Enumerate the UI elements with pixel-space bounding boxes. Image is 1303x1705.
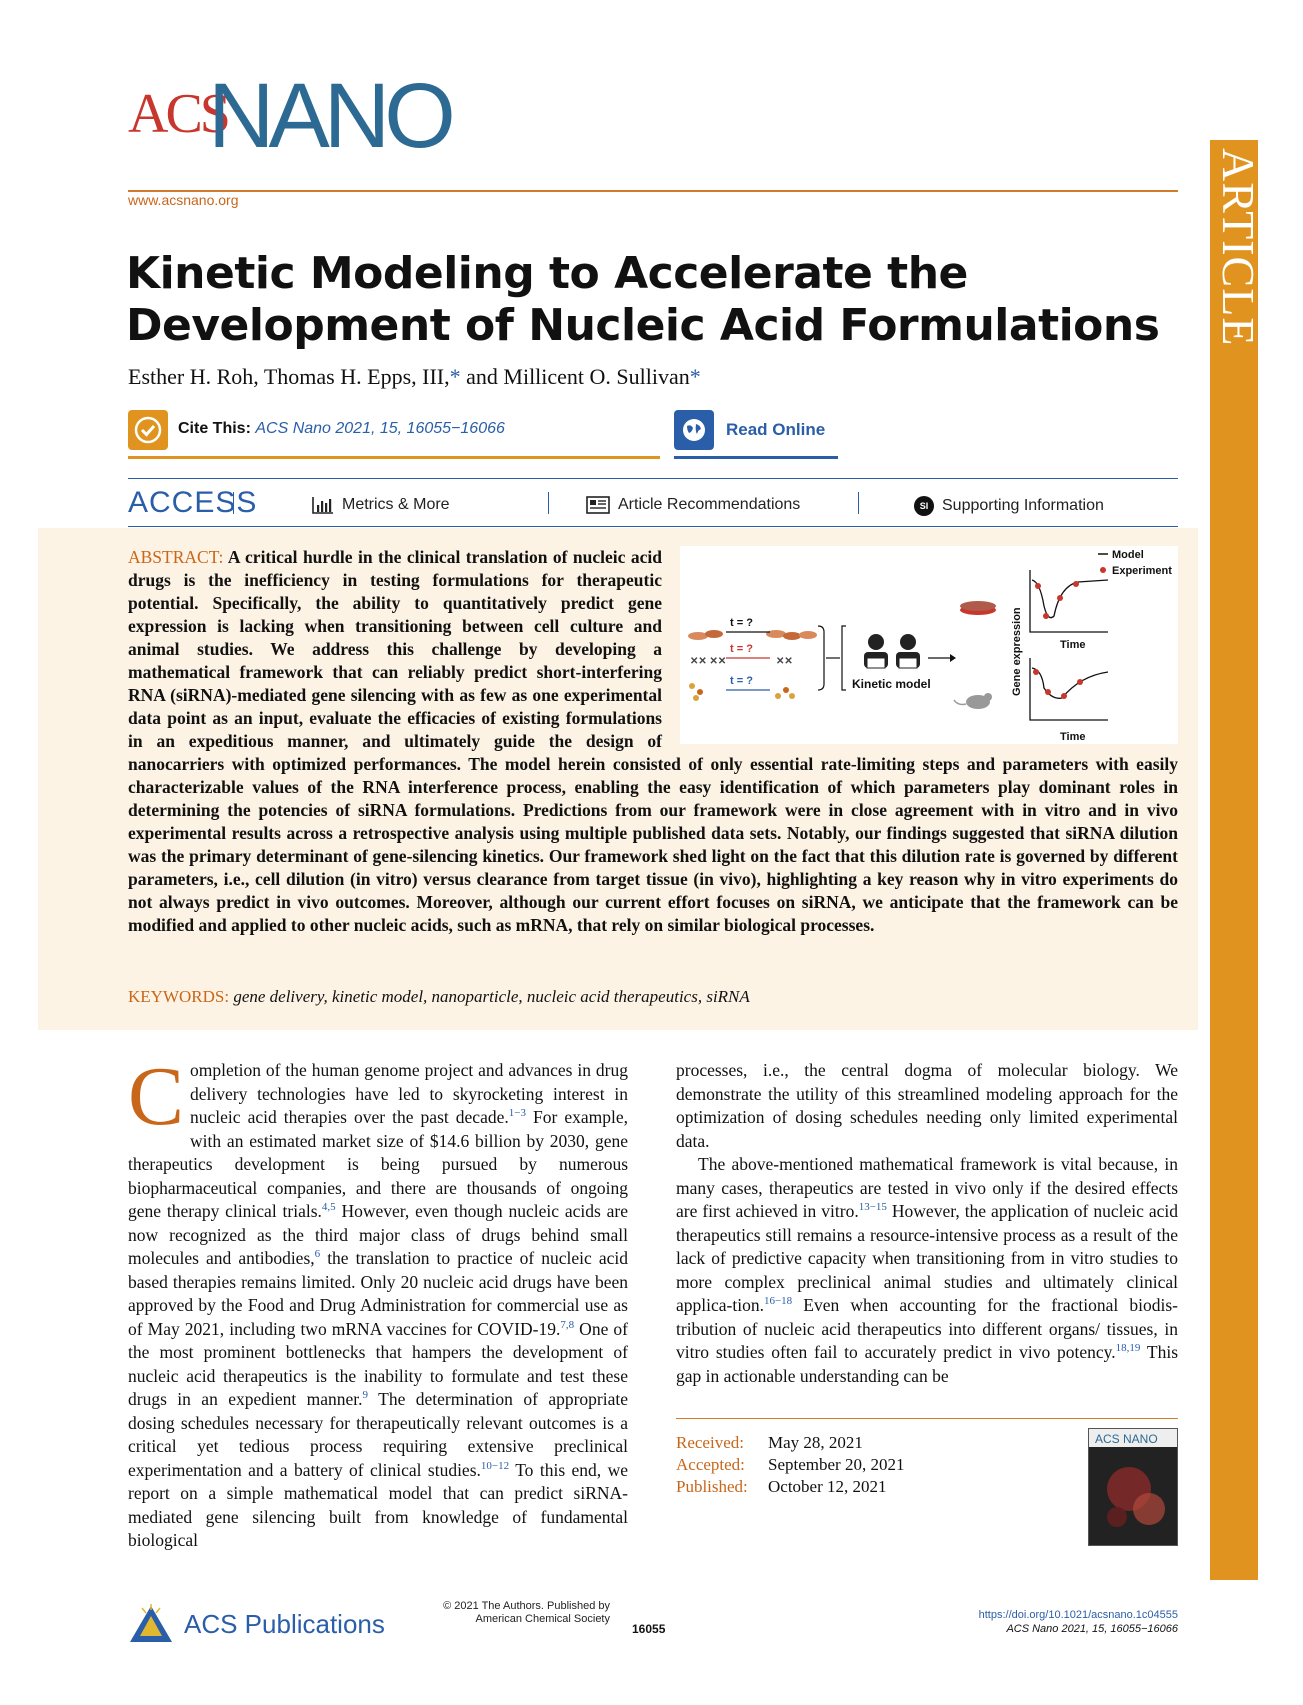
svg-text:✕✕ ✕✕: ✕✕ ✕✕: [690, 656, 727, 667]
author-names-1: Esther H. Roh, Thomas H. Epps, III,: [128, 364, 450, 389]
author-names-2: and Millicent O. Sullivan: [460, 364, 690, 389]
read-online-label: Read Online: [726, 420, 826, 439]
x-axis-label-top: Time: [1060, 639, 1086, 651]
t-label-3: t = ?: [730, 675, 753, 687]
accepted-label: Accepted:: [676, 1455, 745, 1474]
modeler-icons: [864, 634, 920, 668]
keywords: [128, 987, 750, 1007]
doi-block: [900, 1608, 1178, 1636]
corresponding-mark[interactable]: *: [689, 364, 701, 389]
doi-link[interactable]: https://doi.org/10.1021/acsnano.1c04555: [978, 1609, 1178, 1621]
published-date: October 12, 2021: [768, 1477, 887, 1496]
access-label: ACCESS: [128, 486, 258, 519]
body-column-right: [676, 1059, 1178, 1388]
access-rule-bottom: [128, 526, 1178, 527]
paragraph: [676, 1153, 1178, 1388]
t-label-2: t = ?: [730, 643, 753, 655]
petri-dish-icon: [960, 601, 996, 615]
y-axis-label: Gene expression: [1011, 607, 1023, 696]
divider: [858, 492, 859, 514]
t-labels: [726, 617, 770, 690]
citation-link[interactable]: 1−3: [508, 1107, 526, 1120]
abstract: [128, 546, 1178, 937]
corresponding-mark[interactable]: *: [449, 364, 461, 389]
side-tab-label: ARTICLE: [1213, 148, 1264, 347]
author-list: [128, 364, 701, 390]
svg-text:✕✕: ✕✕: [776, 656, 793, 667]
si-badge-icon: [914, 496, 934, 516]
legend-experiment: Experiment: [1112, 565, 1172, 577]
accepted-date: September 20, 2021: [768, 1455, 905, 1474]
supporting-info-link[interactable]: [914, 496, 1104, 516]
keywords-label: KEYWORDS:: [128, 987, 230, 1006]
journal-logo: [128, 65, 488, 167]
citation-link[interactable]: 10−12: [480, 1459, 510, 1472]
journal-cover-thumbnail[interactable]: [1088, 1428, 1178, 1546]
publication-dates: [676, 1432, 904, 1498]
cite-this-bar[interactable]: [128, 408, 660, 459]
bar-chart-icon: [312, 496, 334, 514]
citation-link[interactable]: 13−15: [858, 1201, 887, 1214]
body-text: However, the application of nucleic acid therapeutics still remains a resource-intensive process as a result of the lack of predictive capacity when transitioning from in vitro studies to more complex preclinical animal studies and ultimately clinical applica-tion.: [676, 1201, 1178, 1315]
metrics-label: Metrics & More: [342, 496, 450, 513]
si-badge-text: SI: [919, 501, 929, 511]
body-column-left: [128, 1050, 629, 1553]
x-axis-label-bottom: Time: [1060, 731, 1086, 743]
published-label: Published:: [676, 1477, 748, 1496]
article-title: Kinetic Modeling to Accelerate the Development of Nucleic Acid Formulations: [126, 248, 1160, 351]
access-rule-top: [128, 478, 1178, 479]
t-label-1: t = ?: [730, 617, 753, 629]
copyright-notice: [400, 1600, 610, 1626]
body-text: The above-mentioned mathematical framework is vital because, in many cases, therapeutics are tested in vivo only if the desired effects are first achieved in vitro.: [676, 1154, 1178, 1221]
supporting-label: Supporting Information: [942, 497, 1104, 514]
abstract-body: A critical hurdle in the clinical translation of nucleic acid drugs is the inefficiency in testing formulations for therapeutic potential. Specifically, the ability to quantitatively predict gene expression is lacking when transitioning between cell culture and animal studies. We address this challenge by developing a mathematical framework that can reliably predict short-interfering RNA (siRNA)-mediated gene silencing with as few as one experimental data point as an input, evaluate the efficacies of existing formulations in an expeditious manner, and ultimately guide the design of nanocarriers with optimized performances. The model herein consisted of only essential rate-limiting steps and parameters with easily characterizable values of the RNA interference process, enabling the easy identification of which parameters play dominant roles in determining the potencies of siRNA formulations. Predictions from our framework were in close agreement with in vitro and in vivo experimental results across a retrospective analysis using multiple published data sets. Notably, our findings suggested that siRNA dilution was the primary determinant of gene-silencing kinetics. Our framework shed light on the fact that this dilution rate is governed by different parameters, i.e., cell dilution (in vitro) versus clearance from target tissue (in vivo), highlighting a key reason why in vitro experiments do not always predict in vivo outcomes. Moreover, although our current effort focuses on siRNA, we anticipate that the framework can be modified and applied to other nucleic acids, such as mRNA, that rely on similar biological processes.: [128, 547, 1178, 935]
article-side-tab: [1210, 140, 1264, 1580]
citation-link[interactable]: 7,8: [560, 1318, 575, 1331]
journal-reference: ACS Nano 2021, 15, 16055−16066: [1006, 1623, 1178, 1635]
svg-text:ACS NANO: ACS NANO: [1095, 1432, 1158, 1446]
article-list-icon: [586, 496, 610, 514]
citation-link[interactable]: 6: [314, 1248, 321, 1261]
copyright-line-2: American Chemical Society: [475, 1613, 610, 1625]
cite-text: [178, 420, 505, 438]
divider: [233, 492, 234, 514]
body-text: Even when accounting for the fractional biodis-tribution of nucleic acid therapeutics into different organs/ tissues, in vitro studies often fail to accurately predict in vivo potency.: [676, 1295, 1178, 1362]
header-rule: [128, 190, 1178, 192]
body-text: However, even though nucleic acids are now recognized as the third major class of drugs behind small molecules and antibodies,: [128, 1201, 628, 1268]
divider: [548, 492, 549, 514]
body-text: One of the most prominent bottlenecks that hampers the development of nucleic acid therapeutics is the inability to formulate and test these drugs in an expedient manner.: [128, 1318, 628, 1409]
plot-top: [1030, 570, 1108, 651]
body-text: For example, with an estimated market size of $14.6 billion by 2030, gene therapeutics development is being pursued by numerous biopharmaceutical companies, and there are thousands of ongoing gene therapy clinical trials.: [128, 1107, 628, 1221]
toc-legend: [1098, 549, 1172, 577]
read-online-button[interactable]: [674, 408, 838, 459]
received-label: Received:: [676, 1433, 744, 1452]
body-text: This gap in actionable understanding can be: [676, 1342, 1179, 1386]
body-text: ompletion of the human genome project and advances in drug delivery technologies have led to skyrocketing interest in nucleic acid therapies over the past decade.: [190, 1060, 628, 1127]
citation-link[interactable]: 18,19: [1115, 1342, 1141, 1355]
body-text: the translation to practice of nucleic acid based therapies remains limited. Only 20 nucleic acid drugs have been approved by the Food and Drug Administration for commercial use as of May 2021, including two mRNA vaccines for COVID-19.: [128, 1248, 629, 1339]
checkmark-icon: [128, 410, 168, 450]
logo-acs: ACS: [128, 83, 228, 145]
citation-link[interactable]: 9: [362, 1389, 369, 1402]
recommendations-link[interactable]: [586, 496, 800, 514]
legend-model: Model: [1112, 549, 1144, 561]
citation-link[interactable]: 16−18: [763, 1295, 793, 1308]
page-number: 16055: [632, 1622, 666, 1636]
logo-nano: NANO: [208, 65, 450, 167]
body-text: To this end, we report on a simple mathematical model that can predict siRNA-mediated gene silencing built from knowledge of fundamental biological: [128, 1459, 628, 1550]
citation-link[interactable]: 4,5: [321, 1201, 336, 1214]
cite-label: Cite This:: [178, 420, 251, 437]
copyright-line-1: © 2021 The Authors. Published by: [443, 1600, 610, 1612]
keywords-list: gene delivery, kinetic model, nanoparticle, nucleic acid therapeutics, siRNA: [229, 987, 750, 1006]
acs-publications-logo[interactable]: [128, 1604, 385, 1644]
cite-reference[interactable]: ACS Nano 2021, 15, 16055−16066: [255, 420, 505, 437]
body-text: The determination of appropriate dosing schedules necessary for therapeutically relevant outcomes is a critical yet tedious process requiring extensive preclinical experimentation and a battery of clinical studies.: [128, 1389, 628, 1480]
globe-icon: [674, 410, 714, 450]
abstract-lead: ABSTRACT:: [128, 547, 224, 567]
received-date: May 28, 2021: [768, 1433, 863, 1452]
recommendations-label: Article Recommendations: [618, 496, 801, 513]
kinetic-model-label: Kinetic model: [852, 677, 931, 691]
dates-rule: [676, 1418, 1178, 1419]
acs-emblem-icon: [128, 1604, 174, 1644]
drop-cap: C: [128, 1050, 185, 1143]
plot-bottom: [1030, 658, 1108, 743]
metrics-link[interactable]: [312, 496, 450, 514]
paragraph: processes, i.e., the central dogma of molecular biology. We demonstrate the utility of this streamlined modeling approach for the optimization of dosing schedules needing only limited experimental data.: [676, 1060, 1178, 1151]
publisher-name: ACS Publications: [184, 1608, 385, 1639]
site-url-link[interactable]: www.acsnano.org: [128, 192, 239, 208]
mouse-icon: [954, 693, 992, 709]
toc-graphic: [680, 546, 1178, 744]
